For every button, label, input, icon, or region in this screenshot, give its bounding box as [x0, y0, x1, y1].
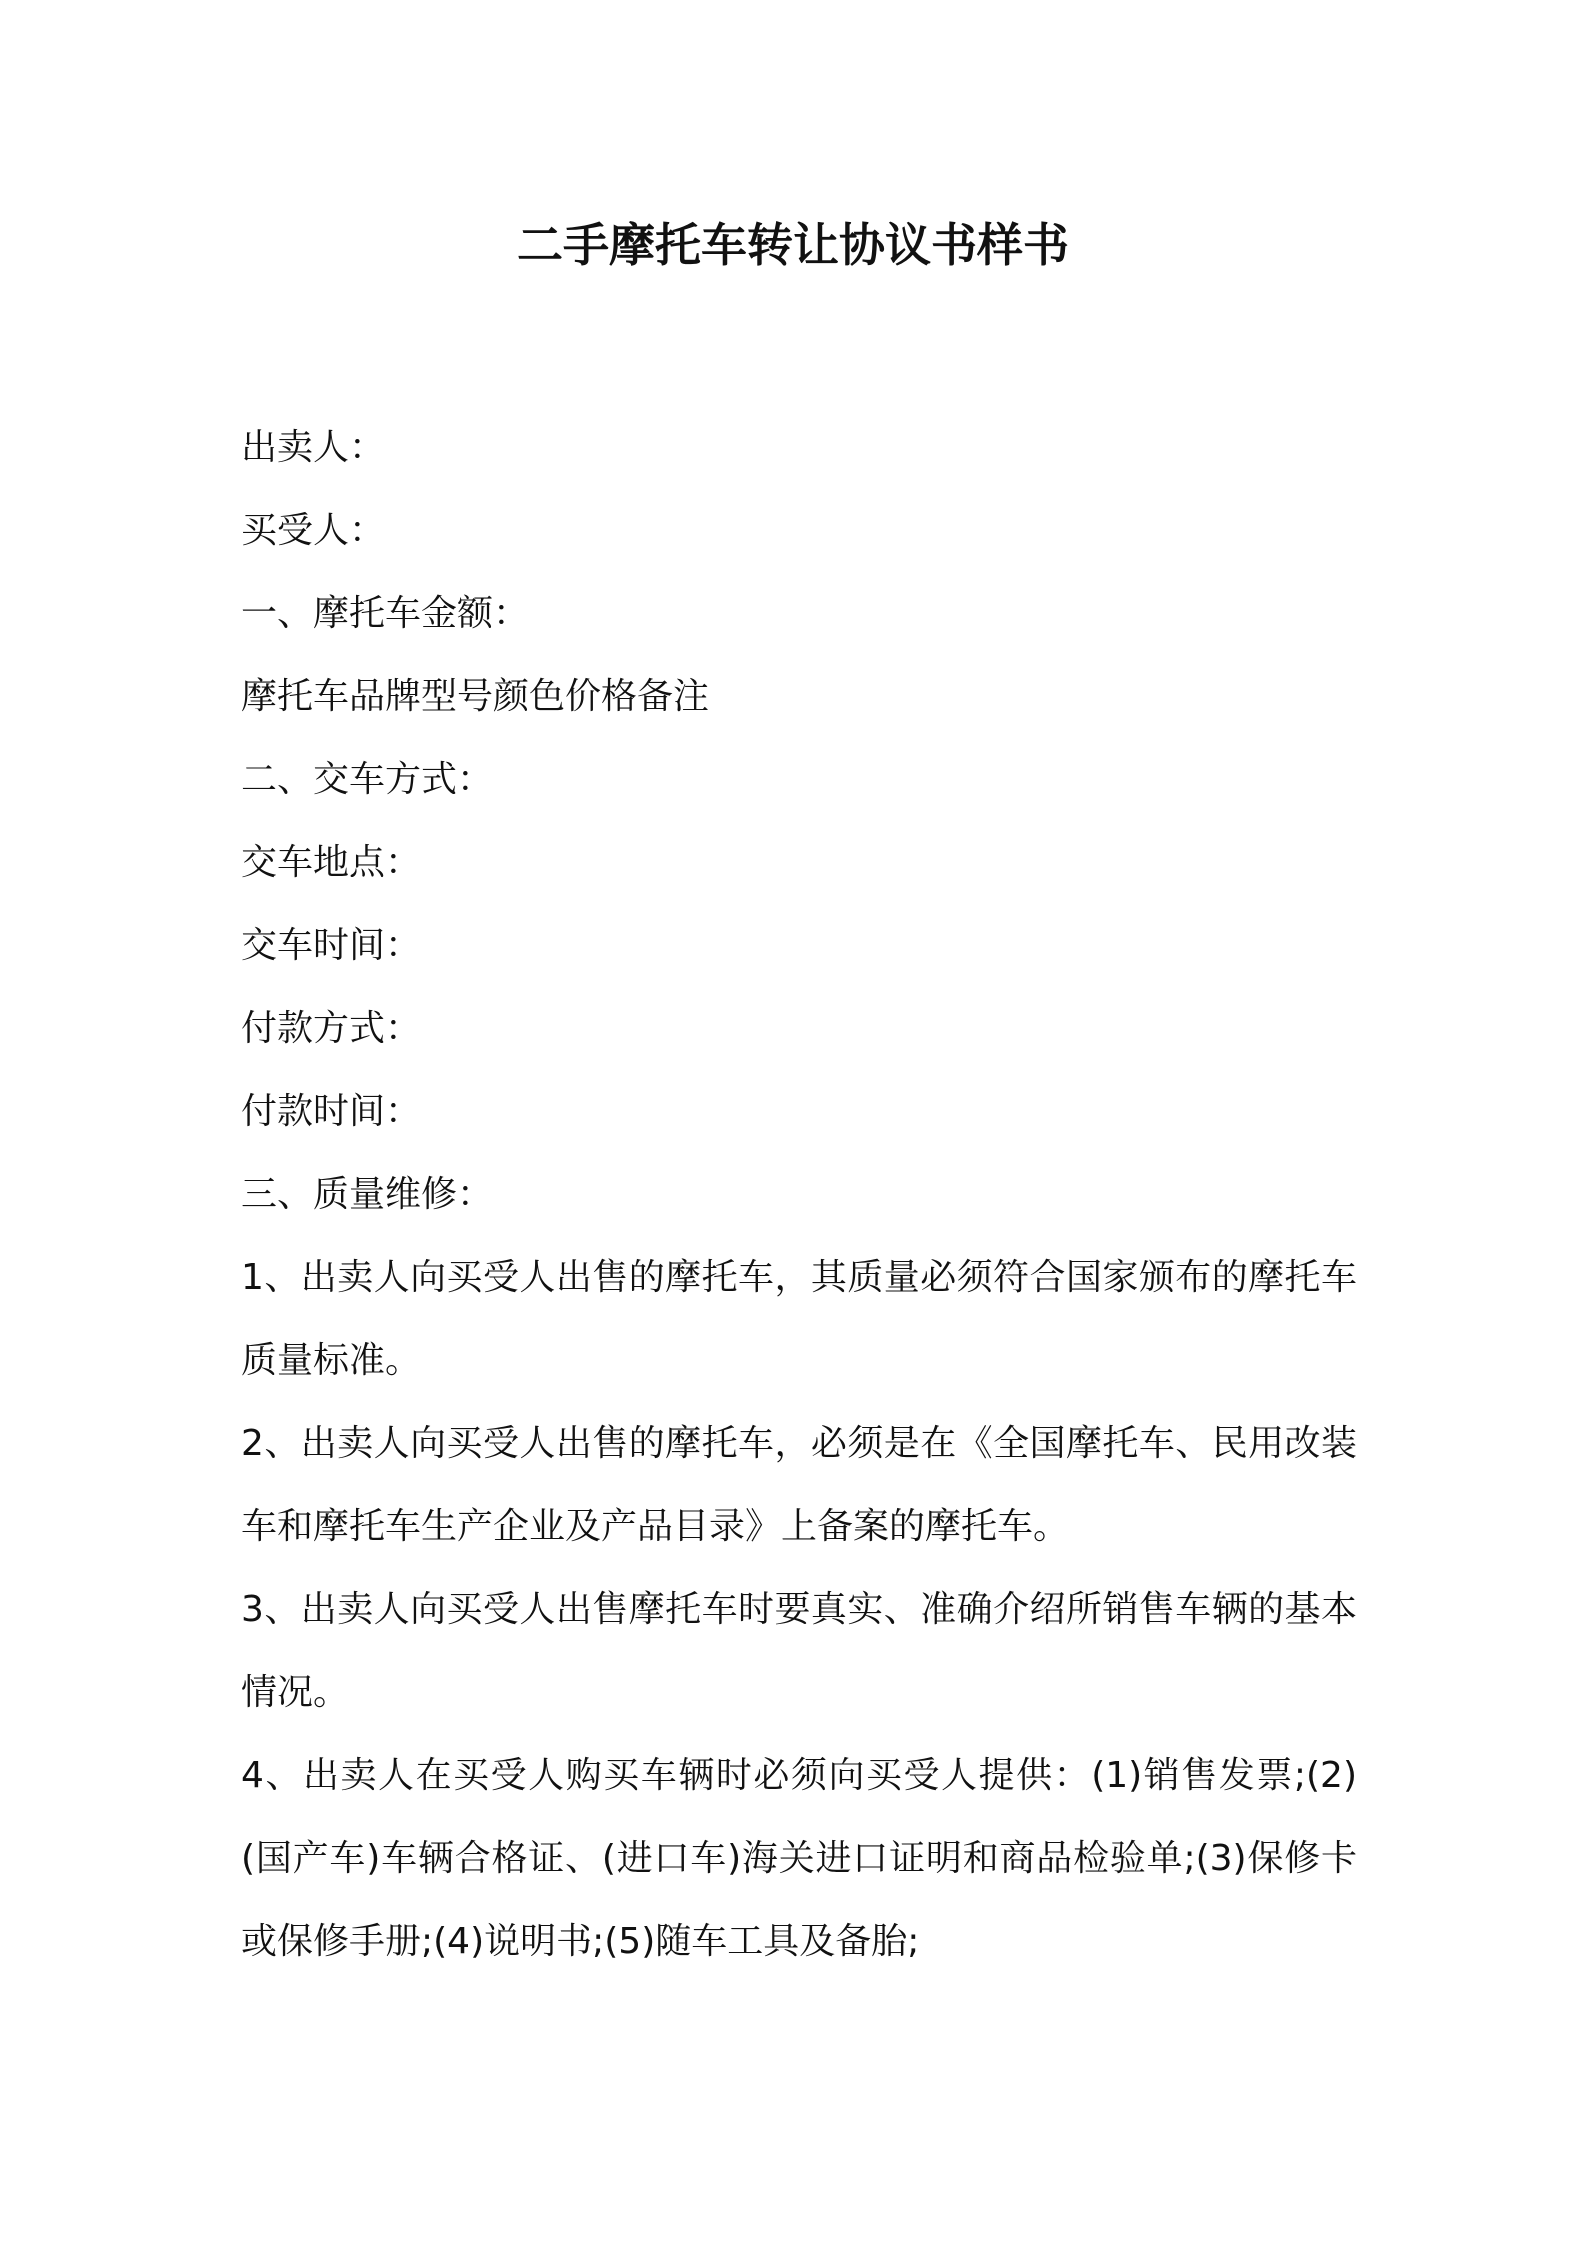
payment-method-field: 付款方式： — [241, 1008, 422, 1049]
section-1-columns: 摩托车品牌型号颜色价格备注 — [241, 676, 710, 717]
document-title: 二手摩托车转让协议书样书 — [517, 218, 1069, 272]
section-2-heading: 二、交车方式： — [241, 759, 494, 800]
clause-2: 2、出卖人向买受人出售的摩托车，必须是在《全国摩托车、民用改装车和摩托车生产企业及产品目录》上备案的摩托车。 — [241, 1423, 1357, 1547]
clause-1: 1、出卖人向买受人出售的摩托车，其质量必须符合国家颁布的摩托车质量标准。 — [241, 1257, 1357, 1381]
section-1-heading: 一、摩托车金额： — [241, 593, 530, 634]
buyer-field: 买受人： — [241, 510, 386, 551]
document-body — [241, 406, 1357, 1983]
delivery-time-field: 交车时间： — [241, 925, 422, 966]
delivery-place-field: 交车地点： — [241, 842, 422, 883]
section-3-heading: 三、质量维修： — [241, 1174, 494, 1215]
clause-3: 3、出卖人向买受人出售摩托车时要真实、准确介绍所销售车辆的基本情况。 — [241, 1589, 1357, 1713]
clause-4: 4、出卖人在买受人购买车辆时必须向买受人提供：(1)销售发票;(2)(国产车)车辆合格证、(进口车)海关进口证明和商品检验单;(3)保修卡或保修手册;(4)说明书;(5)随车工具及备胎; — [241, 1755, 1357, 1962]
payment-time-field: 付款时间： — [241, 1091, 422, 1132]
seller-field: 出卖人： — [241, 427, 386, 468]
